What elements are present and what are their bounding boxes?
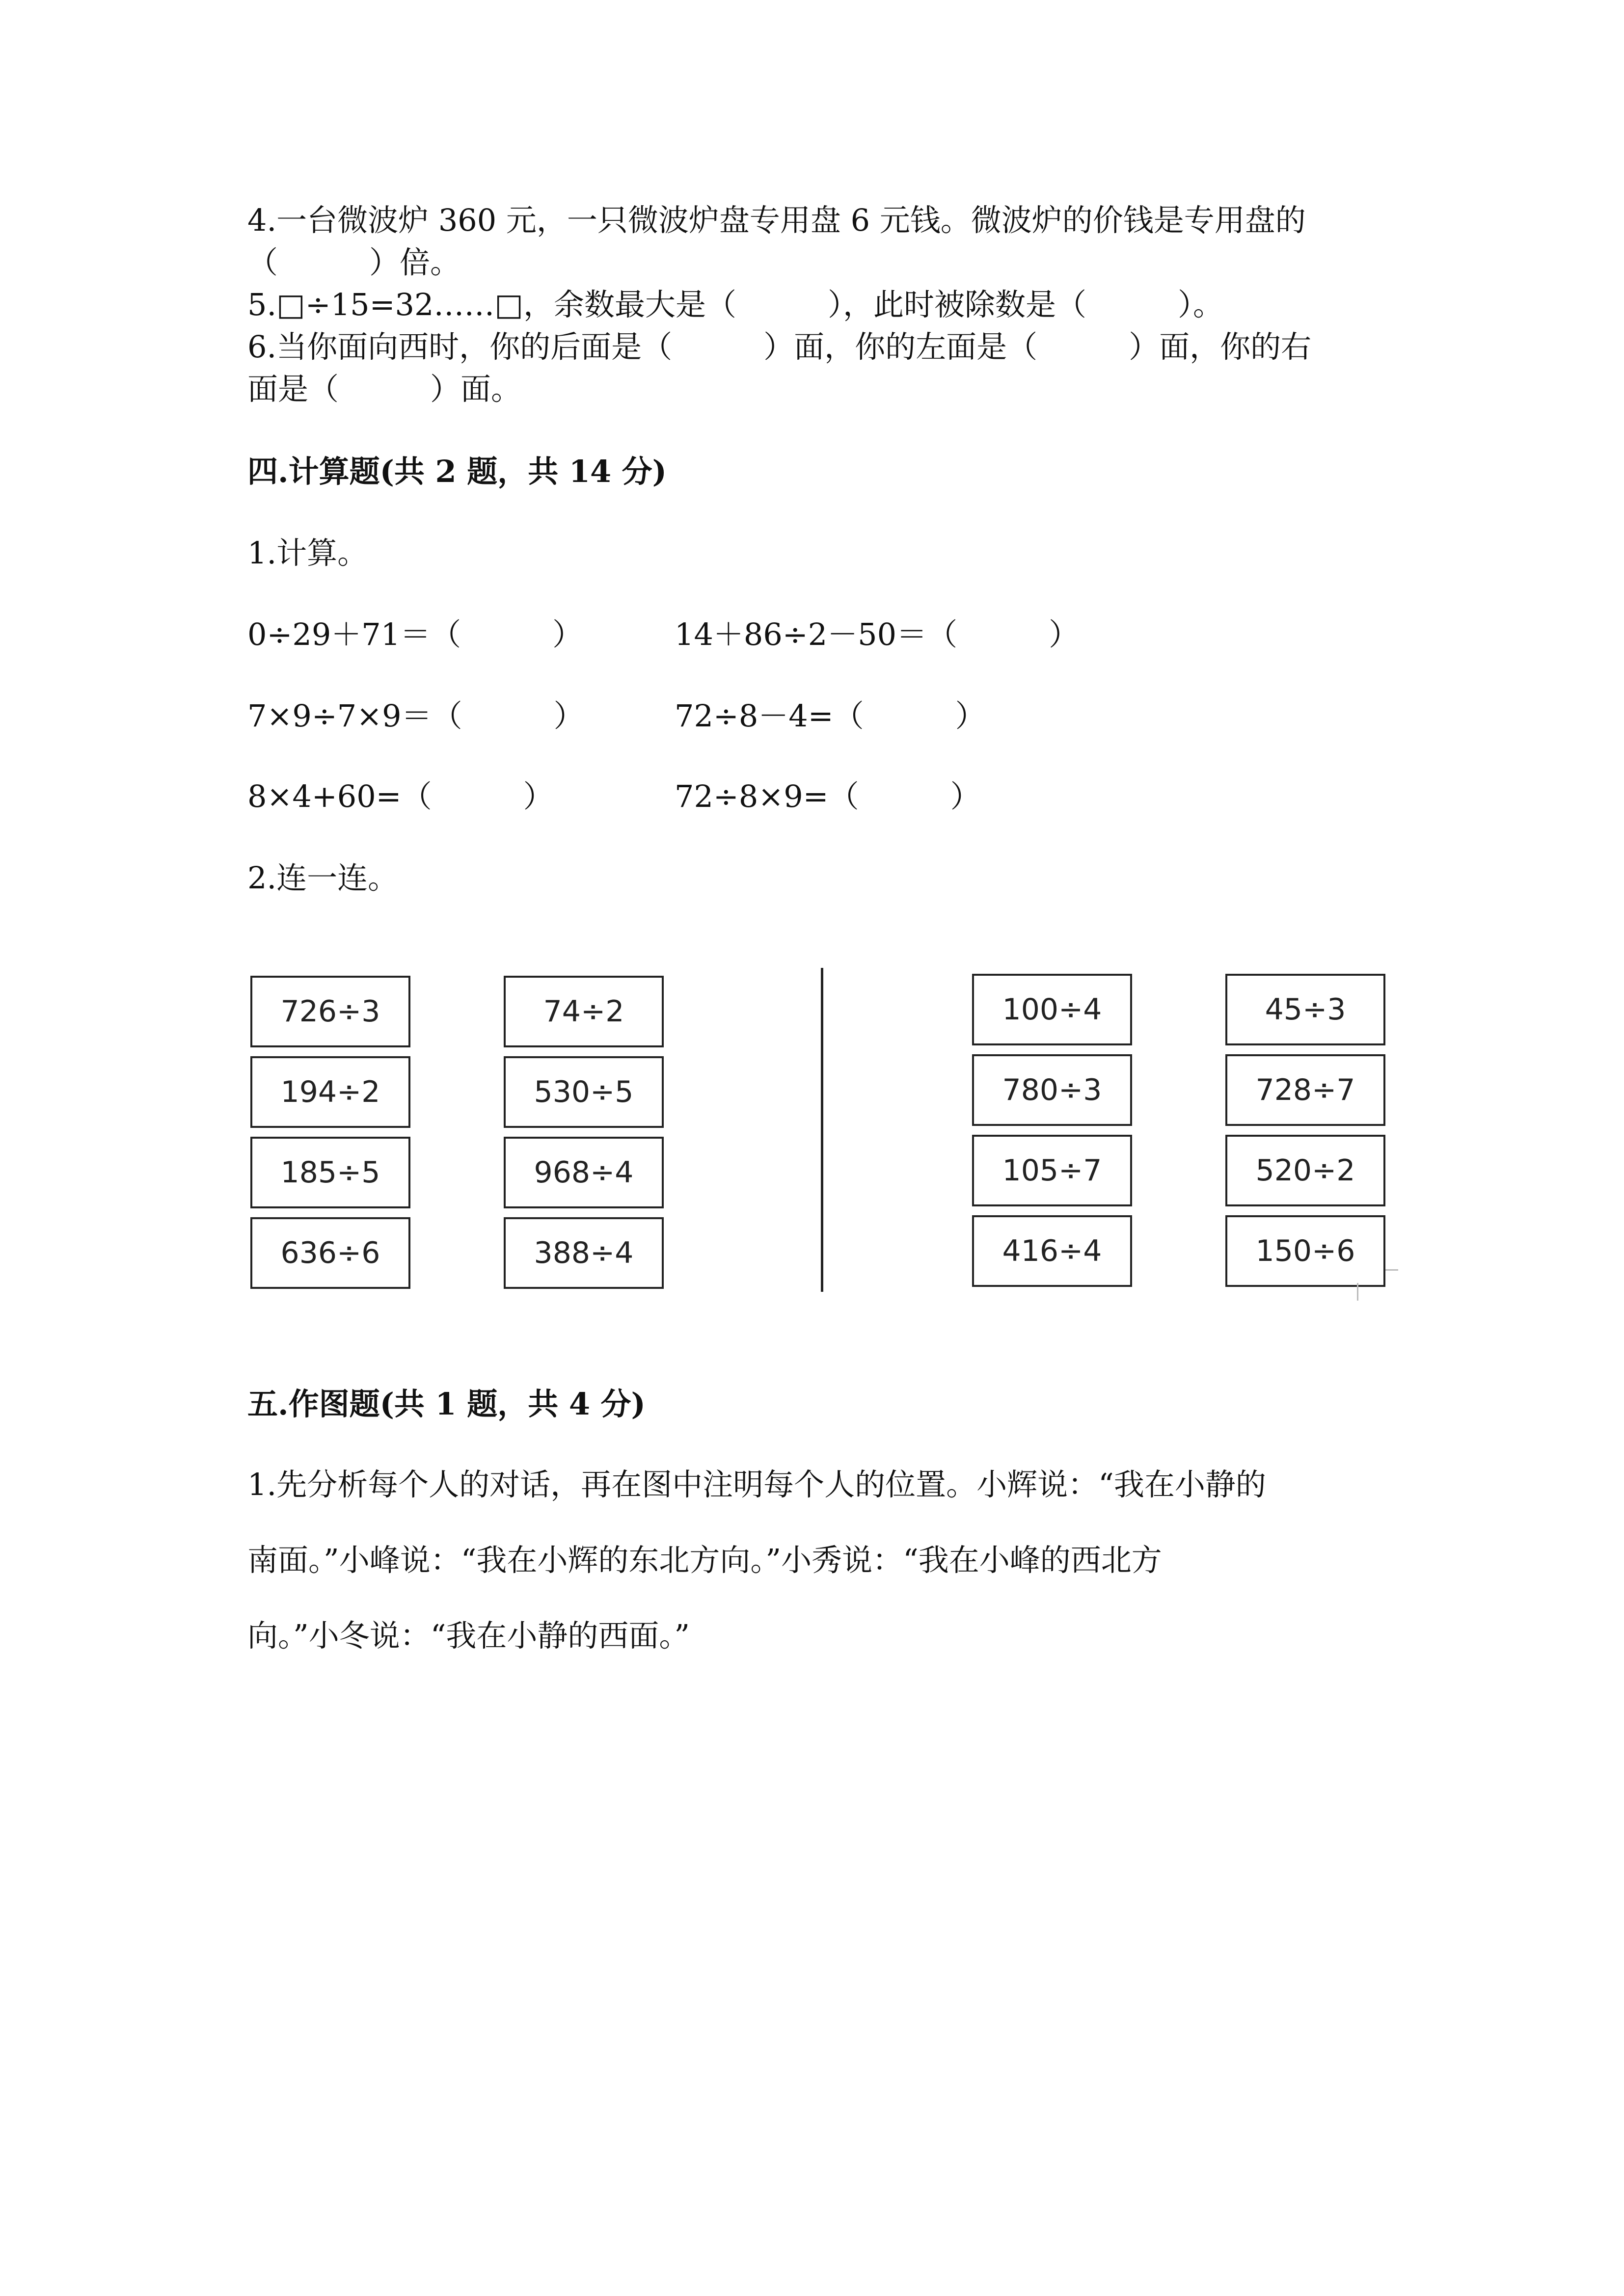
section5-title: 五.作图题(共 1 题，共 4 分): [247, 1386, 646, 1422]
section5-q1-line2: 南面。”小峰说：“我在小辉的东北方向。”小秀说：“我在小峰的西北方: [247, 1542, 1162, 1578]
match-box-col2: 388÷4: [504, 1217, 664, 1289]
calc-item: 7×9÷7×9＝（ ）: [247, 698, 584, 734]
section4-q2-label: 2.连一连。: [247, 860, 399, 896]
stray-tick-mark: [1357, 1283, 1358, 1301]
match-box-col3: 416÷4: [972, 1215, 1132, 1287]
q4-text-line1: 4.一台微波炉 360 元，一只微波炉盘专用盘 6 元钱。微波炉的价钱是专用盘的: [247, 202, 1306, 238]
match-box-col2: 530÷5: [504, 1056, 664, 1128]
match-box-col1: 636÷6: [250, 1217, 410, 1289]
calc-item: 14＋86÷2－50＝（ ）: [675, 616, 1080, 652]
calc-item: 8×4+60=（ ）: [247, 778, 554, 814]
q6-text-line1: 6.当你面向西时，你的后面是（ ）面，你的左面是（ ）面，你的右: [247, 329, 1312, 365]
match-box-col3: 100÷4: [972, 974, 1132, 1045]
match-box-col4: 728÷7: [1225, 1054, 1385, 1126]
calc-item: 72÷8×9=（ ）: [675, 778, 981, 814]
calc-item: 0÷29＋71＝（ ）: [247, 616, 583, 652]
match-box-col4: 150÷6: [1225, 1215, 1385, 1287]
match-box-col2: 74÷2: [504, 976, 664, 1047]
q5-text: 5.□÷15=32……□，余数最大是（ ），此时被除数是（ ）。: [247, 287, 1223, 322]
match-box-col1: 726÷3: [250, 976, 410, 1047]
match-box-col1: 185÷5: [250, 1137, 410, 1208]
section4-q1-label: 1.计算。: [247, 535, 368, 571]
match-box-col4: 520÷2: [1225, 1135, 1385, 1206]
match-box-col3: 105÷7: [972, 1135, 1132, 1206]
q6-text-line2: 面是（ ）面。: [247, 371, 522, 407]
stray-tick-mark: [1385, 1269, 1398, 1271]
calc-item: 72÷8－4=（ ）: [675, 698, 986, 734]
section5-q1-line3: 向。”小冬说：“我在小静的西面。”: [247, 1618, 690, 1654]
section4-title: 四.计算题(共 2 题，共 14 分): [247, 454, 667, 489]
match-box-col1: 194÷2: [250, 1056, 410, 1128]
match-divider: [821, 968, 823, 1292]
match-box-col2: 968÷4: [504, 1137, 664, 1208]
q4-text-line2: （ ）倍。: [247, 244, 461, 280]
section5-q1-line1: 1.先分析每个人的对话，再在图中注明每个人的位置。小辉说：“我在小静的: [247, 1467, 1266, 1502]
match-box-col4: 45÷3: [1225, 974, 1385, 1045]
match-box-col3: 780÷3: [972, 1054, 1132, 1126]
